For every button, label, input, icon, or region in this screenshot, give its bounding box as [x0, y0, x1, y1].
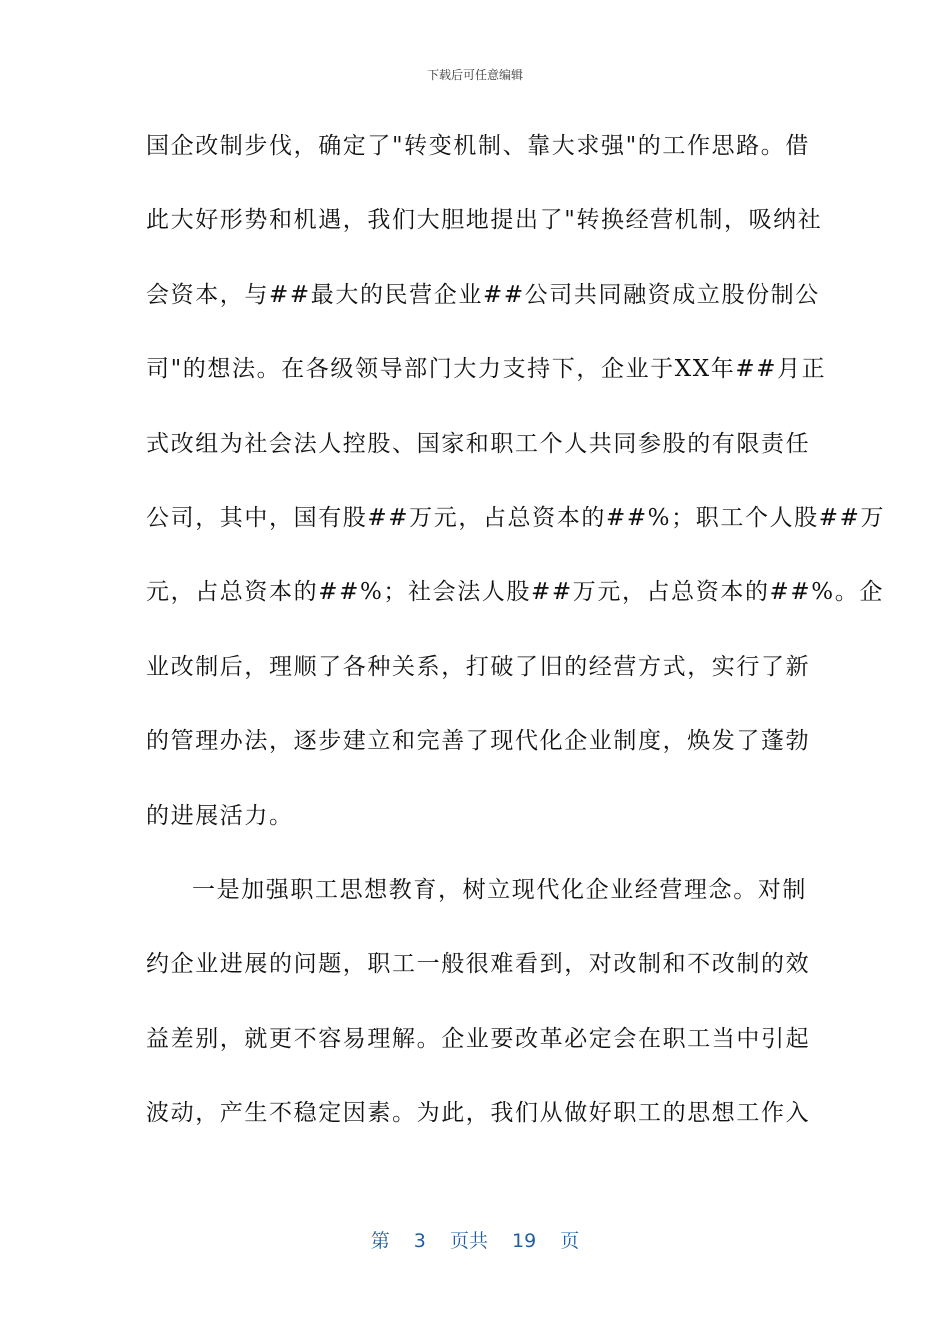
paragraph-1-line-5: 式改组为社会法人控股、国家和职工个人共同参股的有限责任 [146, 430, 811, 457]
paragraph-2-line-2: 约企业进展的问题，职工一般很难看到，对改制和不改制的效 [146, 951, 811, 978]
footer-middle: 页共 [449, 1230, 488, 1252]
footer-suffix: 页 [560, 1230, 580, 1252]
paragraph-1-line-7: 元，占总资本的##%；社会法人股##万元，占总资本的##%。企 [146, 579, 884, 606]
page-header-note: 下载后可任意编辑 [426, 68, 523, 82]
paragraph-1-line-10: 的进展活力。 [146, 802, 294, 829]
paragraph-2-line-1: 一是加强职工思想教育，树立现代化企业经营理念。对制 [192, 876, 807, 903]
paragraph-1-line-2: 此大好形势和机遇，我们大胆地提出了"转换经营机制，吸纳社 [146, 207, 823, 234]
paragraph-2-line-4: 波动，产生不稳定因素。为此，我们从做好职工的思想工作入 [146, 1100, 811, 1127]
paragraph-1-line-9: 的管理办法，逐步建立和完善了现代化企业制度，焕发了蓬勃 [146, 728, 811, 755]
paragraph-1-line-1: 国企改制步伐，确定了"转变机制、靠大求强"的工作思路。借 [146, 133, 810, 159]
total-pages-number: 19 [512, 1230, 537, 1252]
paragraph-1-line-3: 会资本，与##最大的民营企业##公司共同融资成立股份制公 [146, 281, 820, 308]
paragraph-1-line-4: 司"的想法。在各级领导部门大力支持下，企业于XX年##月正 [146, 356, 827, 383]
page-number-footer [0, 1226, 950, 1253]
current-page-number: 3 [413, 1230, 426, 1252]
paragraph-1-line-6: 公司，其中，国有股##万元，占总资本的##%；职工个人股##万 [146, 504, 886, 531]
paragraph-2-line-3: 益差别，就更不容易理解。企业要改革必定会在职工当中引起 [146, 1025, 811, 1052]
paragraph-1-line-8: 业改制后，理顺了各种关系，打破了旧的经营方式，实行了新 [146, 653, 811, 680]
document-body [146, 128, 886, 1169]
footer-prefix: 第 [370, 1230, 390, 1252]
